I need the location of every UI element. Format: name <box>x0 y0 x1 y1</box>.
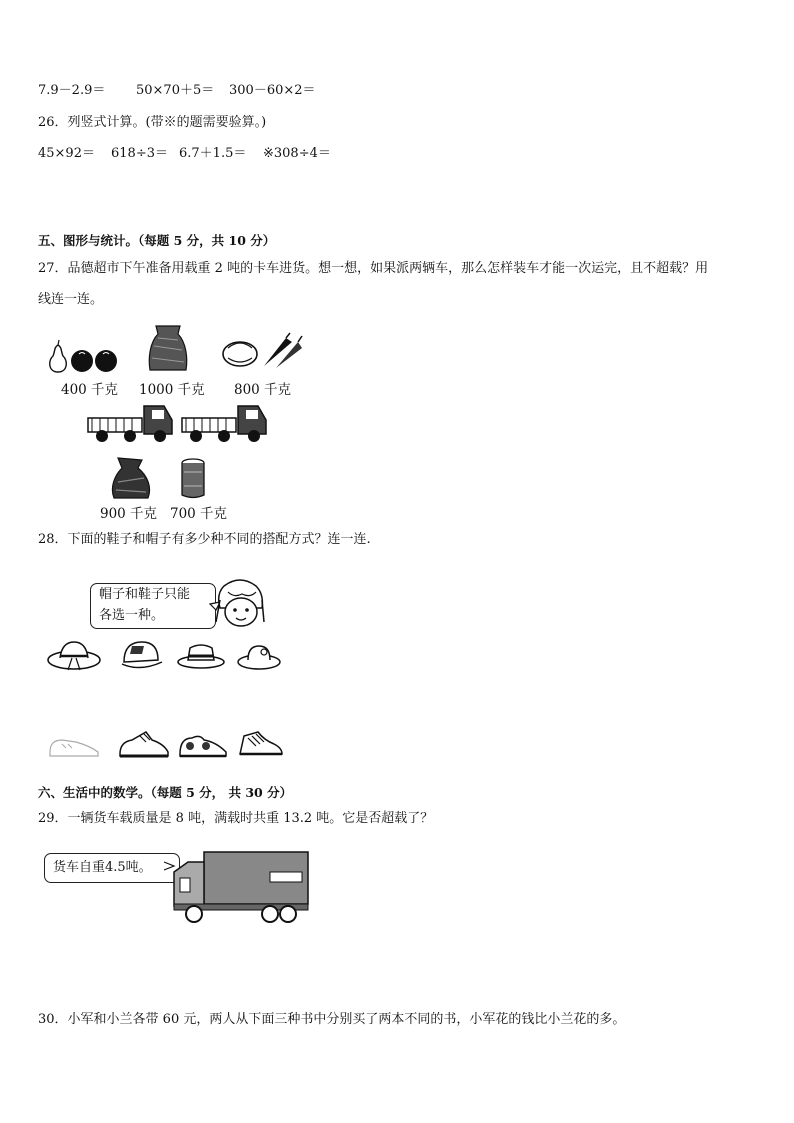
section5-heading: 五、图形与统计。（每题 5 分，共 10 分） <box>38 233 276 248</box>
weight-label-1: 400 千克 <box>61 382 119 398</box>
weight-label-3: 800 千克 <box>234 382 292 398</box>
speech-line-2: 各选一种。 <box>99 608 165 623</box>
hat-icon <box>176 640 226 670</box>
girl-icon <box>206 578 268 636</box>
speech-bubble <box>90 583 216 629</box>
hat-icon <box>236 640 282 672</box>
q27-text-line1: 27．品德超市下午准备用载重 2 吨的卡车进货。想一想，如果派两辆车，那么怎样装车才能一次运完，且不超载？用 <box>38 261 709 276</box>
q26-item-4: ※308÷4＝ <box>263 146 331 161</box>
shoe-icon <box>46 732 102 760</box>
expr-3: 300－60×2＝ <box>229 83 316 98</box>
shoe-icon <box>236 726 284 760</box>
q28-text: 28．下面的鞋子和帽子有多少种不同的搭配方式？连一连. <box>38 532 371 547</box>
q26-title: 26．列竖式计算。(带※的题需要验算。) <box>38 115 267 130</box>
q26-item-3: 6.7＋1.5＝ <box>179 146 247 161</box>
q26-item-1: 45×92＝ <box>38 146 95 161</box>
weight-label-2: 1000 千克 <box>139 382 205 398</box>
truck-icon <box>180 402 268 444</box>
shoe-icon <box>176 728 230 760</box>
q26-item-2: 618÷3＝ <box>111 146 168 161</box>
can-icon <box>180 458 206 500</box>
section6-heading: 六、生活中的数学。（每题 5 分， 共 30 分） <box>38 785 293 800</box>
sack-icon <box>108 456 154 500</box>
q30-text: 30．小军和小兰各带 60 元，两人从下面三种书中分别买了两本不同的书，小军花的钱比小兰花的多。 <box>38 1012 626 1027</box>
sack-icon <box>146 322 190 372</box>
cap-icon <box>118 638 164 672</box>
truck-icon <box>86 402 174 444</box>
weight-label-5: 700 千克 <box>170 506 228 522</box>
expr-2: 50×70＋5＝ <box>136 83 215 98</box>
speech-line-1: 帽子和鞋子只能 <box>99 587 191 602</box>
cargo-truck-icon <box>160 848 314 924</box>
q29-text: 29．一辆货车载质量是 8 吨，满载时共重 13.2 吨。它是否超载了？ <box>38 811 434 826</box>
vegetables-icon <box>220 332 304 370</box>
q27-text-line2: 线连一连。 <box>38 292 104 307</box>
truck-speech-text: 货车自重4.5吨。 <box>53 860 152 875</box>
shoe-icon <box>116 726 172 760</box>
pear-apple-icon <box>46 338 121 374</box>
weight-label-4: 900 千克 <box>100 506 158 522</box>
hat-icon <box>46 638 102 674</box>
expr-1: 7.9－2.9＝ <box>38 83 106 98</box>
